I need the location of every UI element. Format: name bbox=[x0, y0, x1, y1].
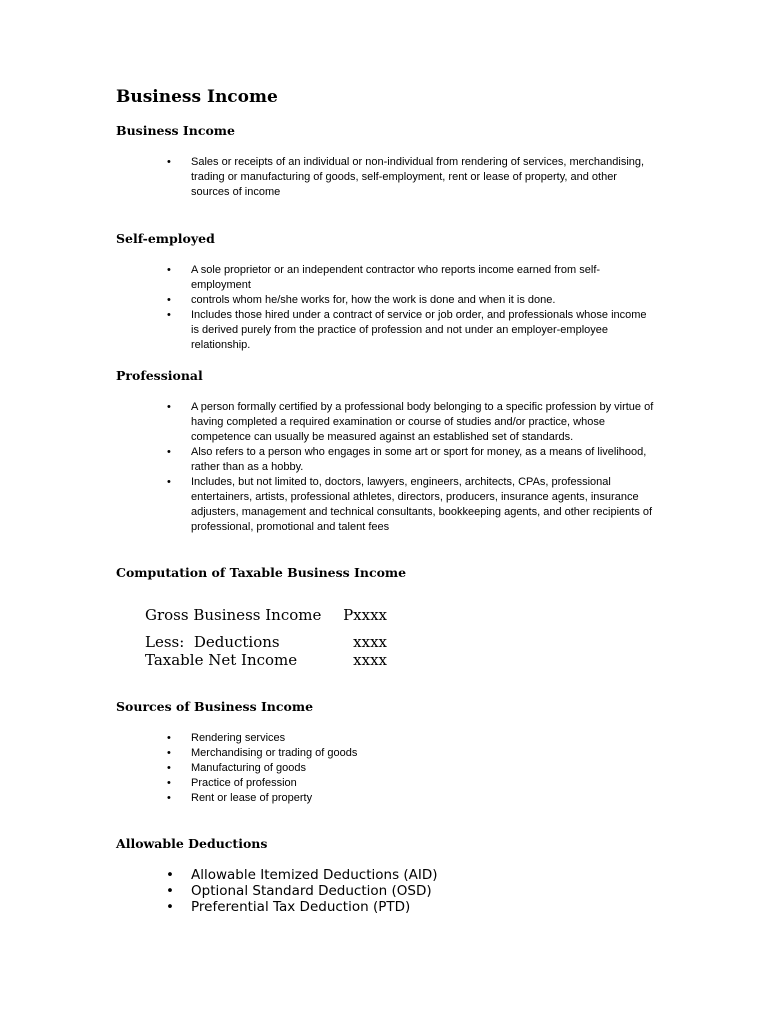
list-item: • A person formally certified by a professional body belonging to a specific profession by virtue of having completed a required examination or course of studies and/or practice, whose competence can usually be measured against an established set of standards. bbox=[165, 400, 655, 445]
list-item: • Practice of profession bbox=[165, 776, 655, 791]
list-item: • A sole proprietor or an independent contractor who reports income earned from self-employment bbox=[165, 263, 655, 293]
computation-value: Pxxxx bbox=[343, 605, 387, 624]
computation-table bbox=[145, 597, 395, 669]
list-item: • Allowable Itemized Deductions (AID) bbox=[165, 867, 655, 883]
self-employed-list bbox=[165, 263, 655, 353]
list-item: • Optional Standard Deduction (OSD) bbox=[165, 883, 655, 899]
list-item: • Preferential Tax Deduction (PTD) bbox=[165, 899, 655, 915]
section-heading-business-income: Business Income bbox=[116, 123, 235, 138]
computation-label: Gross Business Income bbox=[145, 605, 322, 624]
list-item: • Includes, but not limited to, doctors, lawyers, engineers, architects, CPAs, professional entertainers, artists, professional athletes, directors, producers, insurance agents, insurance adjusters, management and technical consultants, bookkeeping agents, and other recipients of professional, promotional and talent fees bbox=[165, 475, 655, 535]
list-item: • Also refers to a person who engages in some art or sport for money, as a means of livelihood, rather than as a hobby. bbox=[165, 445, 655, 475]
computation-value: xxxx bbox=[353, 632, 387, 651]
document-title: Business Income bbox=[116, 87, 278, 107]
computation-value: xxxx bbox=[353, 650, 387, 669]
sources-list bbox=[165, 731, 655, 806]
computation-label: Taxable Net Income bbox=[145, 650, 298, 669]
list-item: • Rendering services bbox=[165, 731, 655, 746]
section-heading-sources: Sources of Business Income bbox=[116, 699, 314, 714]
professional-list bbox=[165, 400, 655, 535]
computation-row-gross-income bbox=[145, 597, 395, 633]
list-item: • Rent or lease of property bbox=[165, 791, 655, 806]
computation-row-deductions bbox=[145, 633, 395, 651]
list-item: • Includes those hired under a contract of service or job order, and professionals whose income is derived purely from the practice of profession and not under an employer-employee relationship. bbox=[165, 308, 655, 353]
list-item: • controls whom he/she works for, how the work is done and when it is done. bbox=[165, 293, 655, 308]
list-item: • Sales or receipts of an individual or non-individual from rendering of services, merchandising, trading or manufacturing of goods, self-employment, rent or lease of property, and other sources of income bbox=[165, 155, 655, 200]
computation-label: Less: Deductions bbox=[145, 632, 280, 651]
section-heading-self-employed: Self-employed bbox=[116, 231, 215, 246]
allowable-deductions-list bbox=[165, 867, 655, 915]
section-heading-allowable-deductions: Allowable Deductions bbox=[116, 836, 268, 851]
business-income-list bbox=[165, 155, 655, 200]
list-item: • Manufacturing of goods bbox=[165, 761, 655, 776]
section-heading-professional: Professional bbox=[116, 368, 203, 383]
list-item: • Merchandising or trading of goods bbox=[165, 746, 655, 761]
computation-row-taxable-net-income bbox=[145, 651, 395, 669]
section-heading-computation: Computation of Taxable Business Income bbox=[116, 565, 407, 580]
